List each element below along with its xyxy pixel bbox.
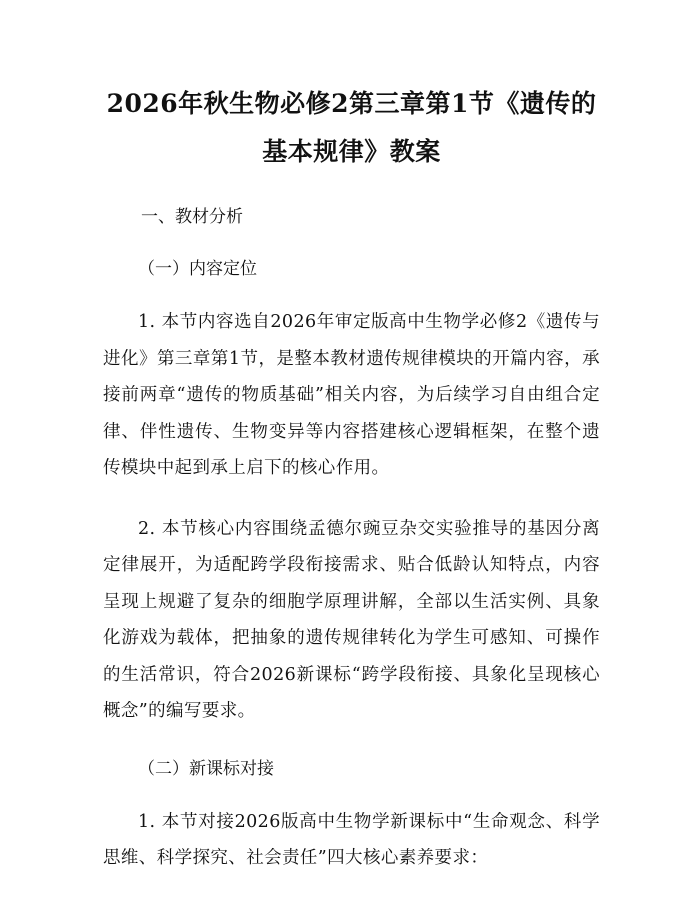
subsection-heading-curriculum-alignment: （二）新课标对接 (138, 758, 274, 779)
title-line-2: 基本规律》教案 (262, 137, 441, 166)
subsection-heading-content-positioning: （一）内容定位 (138, 259, 257, 279)
title-line-1: 2026年秋生物必修2第三章第1节《遗传的 (106, 89, 597, 118)
paragraph-content-positioning-1: 1. 本节内容选自2026年审定版高中生物学必修2《遗传与进化》第三章第1节，是整本教材遗传规律模块的开篇内容，承接前两章“遗传的物质基础”相关内容，为后续学习自由组合定律、伴性遗传、生物变异等内容搭建核心逻辑框架，在整个遗传模块中起到承上启下的核心作用。 (103, 312, 600, 478)
paragraph-curriculum-alignment-1: 1. 本节对接2026版高中生物学新课标中“生命观念、科学思维、科学探究、社会责任”四大核心素养要求： (103, 811, 600, 868)
section-heading-textbook-analysis: 一、教材分析 (141, 207, 243, 227)
paragraph-content-positioning-2: 2. 本节核心内容围绕孟德尔豌豆杂交实验推导的基因分离定律展开，为适配跨学段衔接需求、贴合低龄认知特点，内容呈现上规避了复杂的细胞学原理讲解，全部以生活实例、具象化游戏为载体，把抽象的遗传规律转化为学生可感知、可操作的生活常识，符合2026新课标“跨学段衔接、具象化呈现核心概念”的编写要求。 (103, 518, 600, 721)
document-title (103, 80, 600, 176)
